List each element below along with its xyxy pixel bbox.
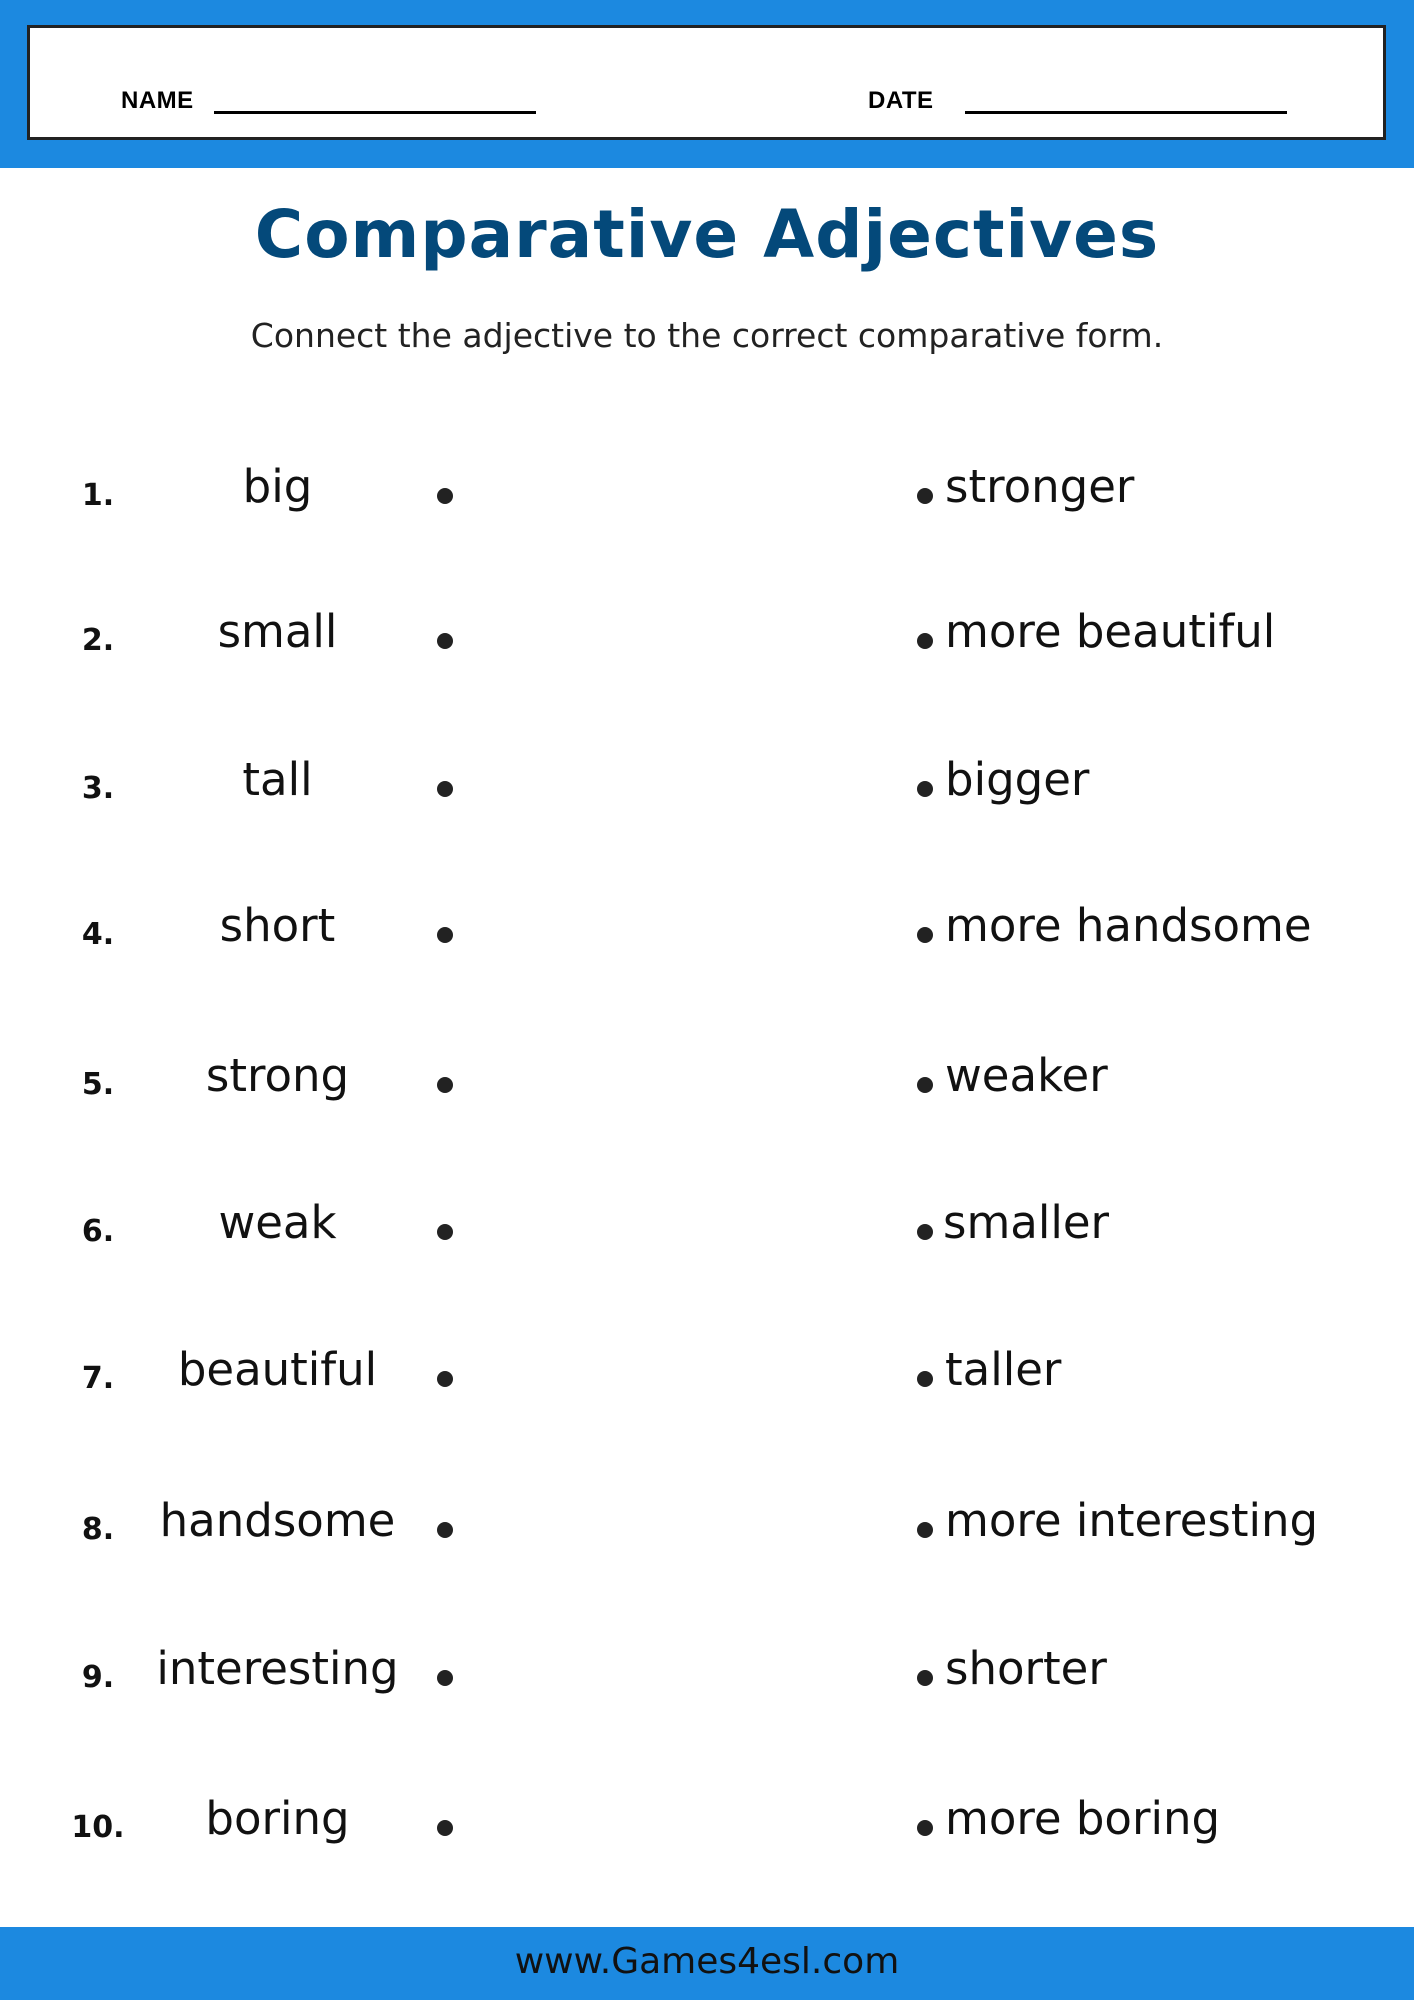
adjective: small: [217, 605, 338, 658]
item-number: 10.: [71, 1810, 125, 1845]
left-connector-dot[interactable]: [437, 1522, 453, 1538]
footer-band: [0, 1927, 1414, 2000]
footer-website: www.Games4esl.com: [514, 1941, 900, 1982]
right-connector-dot[interactable]: [917, 1670, 933, 1686]
left-connector-dot[interactable]: [437, 1820, 453, 1836]
match-row: [0, 1049, 1414, 1109]
match-row: [0, 605, 1414, 665]
right-connector-dot[interactable]: [917, 1077, 933, 1093]
item-number: 1.: [81, 478, 115, 513]
adjective: handsome: [159, 1494, 396, 1547]
comparative-option: stronger: [945, 460, 1135, 513]
date-label: DATE: [868, 87, 934, 114]
comparative-option: more interesting: [945, 1494, 1319, 1547]
item-number: 2.: [81, 623, 115, 658]
adjective: big: [242, 460, 313, 513]
comparative-option: taller: [945, 1343, 1062, 1396]
left-connector-dot[interactable]: [437, 781, 453, 797]
adjective: weak: [218, 1196, 337, 1249]
item-number: 9.: [81, 1660, 115, 1695]
adjective: interesting: [156, 1642, 399, 1695]
item-number: 6.: [81, 1214, 115, 1249]
adjective: beautiful: [177, 1343, 378, 1396]
match-row: [0, 1343, 1414, 1403]
left-connector-dot[interactable]: [437, 1371, 453, 1387]
item-number: 7.: [81, 1361, 115, 1396]
right-connector-dot[interactable]: [917, 1224, 933, 1240]
item-number: 4.: [81, 917, 115, 952]
right-connector-dot[interactable]: [917, 1820, 933, 1836]
left-connector-dot[interactable]: [437, 1077, 453, 1093]
date-field[interactable]: [965, 111, 1287, 114]
comparative-option: more boring: [945, 1792, 1221, 1845]
adjective: strong: [205, 1049, 350, 1102]
comparative-option: smaller: [943, 1196, 1110, 1249]
match-row: [0, 899, 1414, 959]
match-row: [0, 753, 1414, 813]
comparative-option: weaker: [945, 1049, 1108, 1102]
item-number: 3.: [81, 771, 115, 806]
match-row: [0, 460, 1414, 520]
left-connector-dot[interactable]: [437, 927, 453, 943]
adjective: boring: [205, 1792, 350, 1845]
name-label: NAME: [121, 87, 194, 114]
right-connector-dot[interactable]: [917, 1522, 933, 1538]
match-row: [0, 1792, 1414, 1852]
left-connector-dot[interactable]: [437, 1224, 453, 1240]
match-row: [0, 1494, 1414, 1554]
comparative-option: more handsome: [945, 899, 1312, 952]
right-connector-dot[interactable]: [917, 488, 933, 504]
match-row: [0, 1642, 1414, 1702]
comparative-option: more beautiful: [945, 605, 1276, 658]
comparative-option: bigger: [945, 753, 1090, 806]
item-number: 5.: [81, 1067, 115, 1102]
comparative-option: shorter: [945, 1642, 1107, 1695]
item-number: 8.: [81, 1512, 115, 1547]
instructions: Connect the adjective to the correct comparative form.: [250, 316, 1164, 355]
right-connector-dot[interactable]: [917, 1371, 933, 1387]
match-row: [0, 1196, 1414, 1256]
page-title: Comparative Adjectives: [254, 196, 1160, 273]
adjective: tall: [242, 753, 313, 806]
left-connector-dot[interactable]: [437, 1670, 453, 1686]
right-connector-dot[interactable]: [917, 781, 933, 797]
right-connector-dot[interactable]: [917, 633, 933, 649]
adjective: short: [219, 899, 336, 952]
right-connector-dot[interactable]: [917, 927, 933, 943]
left-connector-dot[interactable]: [437, 488, 453, 504]
left-connector-dot[interactable]: [437, 633, 453, 649]
name-date-box: [27, 25, 1386, 140]
name-field[interactable]: [214, 111, 536, 114]
